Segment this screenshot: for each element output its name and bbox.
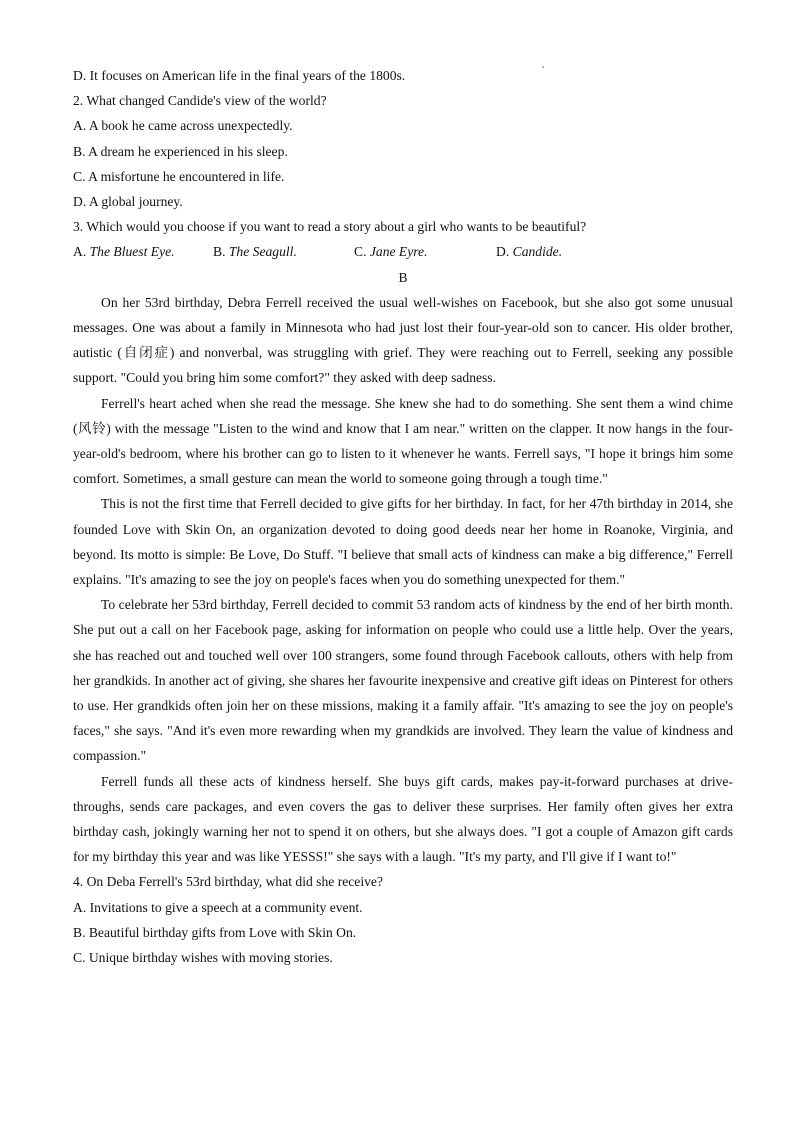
q4-option-c: C. Unique birthday wishes with moving stories.: [73, 949, 333, 965]
q2-option-d: D. A global journey.: [73, 193, 183, 209]
q3-option-c: [354, 239, 496, 264]
page-content: [73, 63, 733, 970]
q3-options: [73, 239, 733, 264]
q3-option-b: [213, 239, 354, 264]
q3-stem: 3. Which would you choose if you want to read a story about a girl who wants to be beautiful?: [73, 219, 587, 235]
q3-option-d: [496, 239, 562, 264]
q3-option-b-letter: B.: [213, 244, 226, 260]
q1-option-d: D. It focuses on American life in the final years of the 1800s.: [73, 68, 406, 83]
q3-option-d-title: Candide.: [512, 244, 563, 260]
q3-option-a-title: The Bluest Eye.: [89, 244, 175, 260]
q3-option-c-title: Jane Eyre.: [369, 244, 428, 260]
passage-paragraph-3: This is not the first time that Ferrell decided to give gifts for her birthday. In fact, for her 47th birthday in 2014, she founded Love with Skin On, an organization devoted to doing good deeds near her home in Roanoke, Virginia, and beyond. Its motto is simple: Be Love, Do Stuff. "I believe that small acts of kindness can make a big difference," Ferrell explains. "It's amazing to see the joy on people's faces when you do something unexpected for them.": [73, 496, 733, 587]
passage-paragraph-1: On her 53rd birthday, Debra Ferrell received the usual well-wishes on Facebook, but she also got some unusual messages. One was about a family in Minnesota who had just lost their four-year-old son to cancer. His older brother, autistic (自闭症) and nonverbal, was struggling with grief. They were reaching out to Ferrell, seeking any possible support. "Could you bring him some comfort?" they asked with deep sadness.: [73, 294, 733, 386]
q2-option-c: C. A misfortune he encountered in life.: [73, 168, 285, 184]
q3-option-c-letter: C.: [354, 244, 367, 260]
q4-option-a: A. Invitations to give a speech at a community event.: [73, 899, 363, 915]
q2-stem: 2. What changed Candide's view of the world?: [73, 93, 327, 109]
q3-option-d-letter: D.: [496, 244, 510, 260]
q4-option-b: B. Beautiful birthday gifts from Love with Skin On.: [73, 924, 357, 940]
q3-option-a: [73, 239, 213, 264]
passage-paragraph-2: Ferrell's heart ached when she read the message. She knew she had to do something. She sent them a wind chime (风铃) with the message "Listen to the wind and know that I am near." written on the clapper. It now hangs in the four-year-old's bedroom, where his brother can go to listen to it whenever he wants. Ferrell says, "I hope it brings him some comfort. Sometimes, a small gesture can mean the world to someone going through a tough time.": [73, 395, 733, 487]
q2-option-b: B. A dream he experienced in his sleep.: [73, 143, 288, 159]
passage-paragraph-4: To celebrate her 53rd birthday, Ferrell decided to commit 53 random acts of kindness by the end of her birth month. She put out a call on her Facebook page, asking for information on people who could use a little help. Over the years, she has reached out and touched well over 100 strangers, some found through Facebook callouts, others with help from her grandkids. In another act of giving, she shares her favourite inexpensive and creative gift ideas on Pinterest for others to use. Her grandkids often join her on these missions, making it a family affair. "It's amazing to see the joy on people's faces," she says. "And it's even more rewarding when my grandkids are involved. They learn the value of kindness and compassion.": [73, 597, 733, 764]
section-b-heading: B: [398, 269, 408, 285]
q3-option-a-letter: A.: [73, 244, 87, 260]
passage-paragraph-5: Ferrell funds all these acts of kindness herself. She buys gift cards, makes pay-it-forward purchases at drive-throughs, sends care packages, and even covers the gas to deliver these surprises. Her family often gives her extra birthday cash, jokingly warning her not to spend it on others, but she always does. "I got a couple of Amazon gift cards for my birthday this year and was like YESSS!" she says with a laugh. "It's my party, and I'll give if I want to!": [73, 773, 733, 865]
q4-stem: 4. On Deba Ferrell's 53rd birthday, what did she receive?: [73, 874, 383, 890]
q2-option-a: A. A book he came across unexpectedly.: [73, 118, 293, 134]
q3-option-b-title: The Seagull.: [228, 244, 297, 260]
